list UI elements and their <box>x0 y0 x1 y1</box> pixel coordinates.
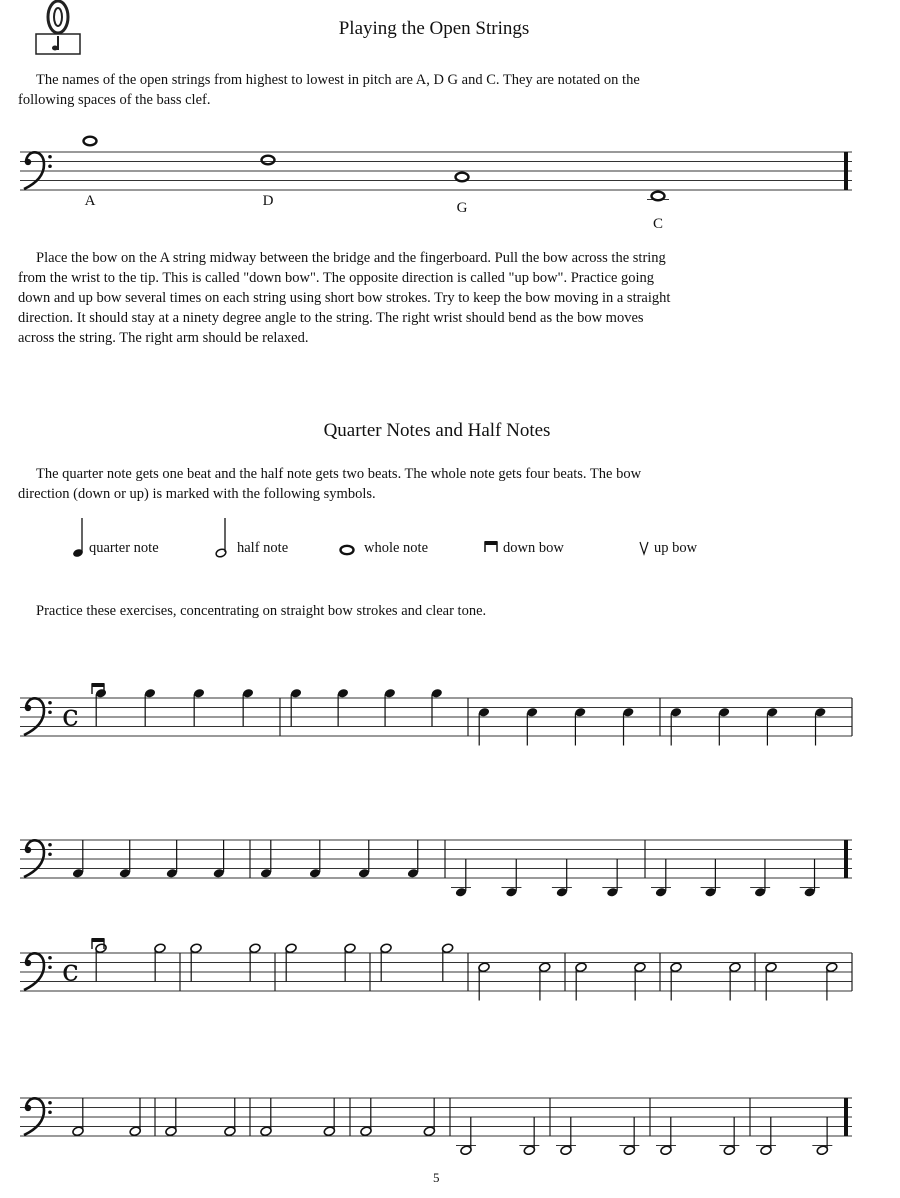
practice-instruction: Practice these exercises, concentrating on straight bow strokes and clear tone. <box>36 603 487 619</box>
section2-intro-line: The quarter note gets one beat and the half note gets two beats. The whole note gets four beats. The bow <box>36 466 642 482</box>
bow-text-line: from the wrist to the tip. This is called "down bow". The opposite direction is called "up bow". Practice going <box>18 270 655 286</box>
section1-title: Playing the Open Strings <box>338 18 530 39</box>
bass-clef-dot <box>48 1110 52 1114</box>
bass-clef-dot <box>25 705 31 711</box>
symbol-legend <box>0 512 900 562</box>
bass-clef-dot <box>25 159 31 165</box>
whole-note-d <box>262 156 275 165</box>
down-bow-bar <box>92 683 104 687</box>
bass-clef-dot <box>48 164 52 168</box>
bow-text-line: down and up bow several times on each string using short bow strokes. Try to keep the bow moving in a straight <box>18 290 671 306</box>
bass-clef-dot <box>25 960 31 966</box>
open-string-label-d: D <box>262 193 274 209</box>
down-bow-icon <box>481 512 501 562</box>
bass-clef-dot <box>48 852 52 856</box>
symbol-label-whole: whole note <box>364 540 429 556</box>
common-time-icon: c <box>62 698 79 734</box>
exercise-staff-3 <box>0 910 900 1040</box>
bass-clef-dot <box>48 710 52 714</box>
open-string-label-a: A <box>84 193 96 209</box>
common-time-icon: c <box>62 953 79 989</box>
whole-note-a <box>84 137 97 146</box>
bass-clef-dot <box>25 1105 31 1111</box>
bass-clef-dot <box>48 701 52 705</box>
whole-note-icon <box>337 512 357 562</box>
bass-clef-dot <box>25 847 31 853</box>
open-string-label-g: G <box>456 200 468 216</box>
open-string-label-c: C <box>652 216 663 232</box>
exercise-staff-1 <box>0 650 900 780</box>
bow-text-line: direction. It should stay at a ninety degree angle to the string. The right wrist should bend as the bow moves <box>18 310 644 326</box>
bass-clef-dot <box>48 843 52 847</box>
section1-bow-text <box>18 248 818 348</box>
symbol-label-down-bow: down bow <box>503 540 564 556</box>
section1-intro <box>18 70 818 110</box>
half-note-icon <box>211 512 231 562</box>
symbol-label-up-bow: up bow <box>654 540 698 556</box>
exercise-staff-4 <box>0 1050 900 1180</box>
section2-intro-line: direction (down or up) is marked with the following symbols. <box>18 486 376 502</box>
bass-clef-dot <box>48 1101 52 1105</box>
section1-intro-line: following spaces of the bass clef. <box>18 92 211 108</box>
up-bow-icon <box>634 512 654 562</box>
down-bow-bar <box>92 938 104 942</box>
quarter-note-icon <box>68 512 88 562</box>
bass-clef-dot <box>48 965 52 969</box>
section2-intro <box>18 464 818 504</box>
section1-intro-line: The names of the open strings from highest to lowest in pitch are A, D G and C. They are notated on the <box>36 72 640 88</box>
bass-clef-dot <box>48 956 52 960</box>
section2-title: Quarter Notes and Half Notes <box>323 420 551 441</box>
bow-text-line: Place the bow on the A string midway between the bridge and the fingerboard. Pull the bow across the string <box>36 250 666 266</box>
symbol-label-quarter: quarter note <box>89 540 159 556</box>
bow-text-line: across the string. The right arm should be relaxed. <box>18 330 309 346</box>
bass-clef-dot <box>48 155 52 159</box>
symbol-label-half: half note <box>237 540 289 556</box>
page-number: 5 <box>433 1170 440 1185</box>
